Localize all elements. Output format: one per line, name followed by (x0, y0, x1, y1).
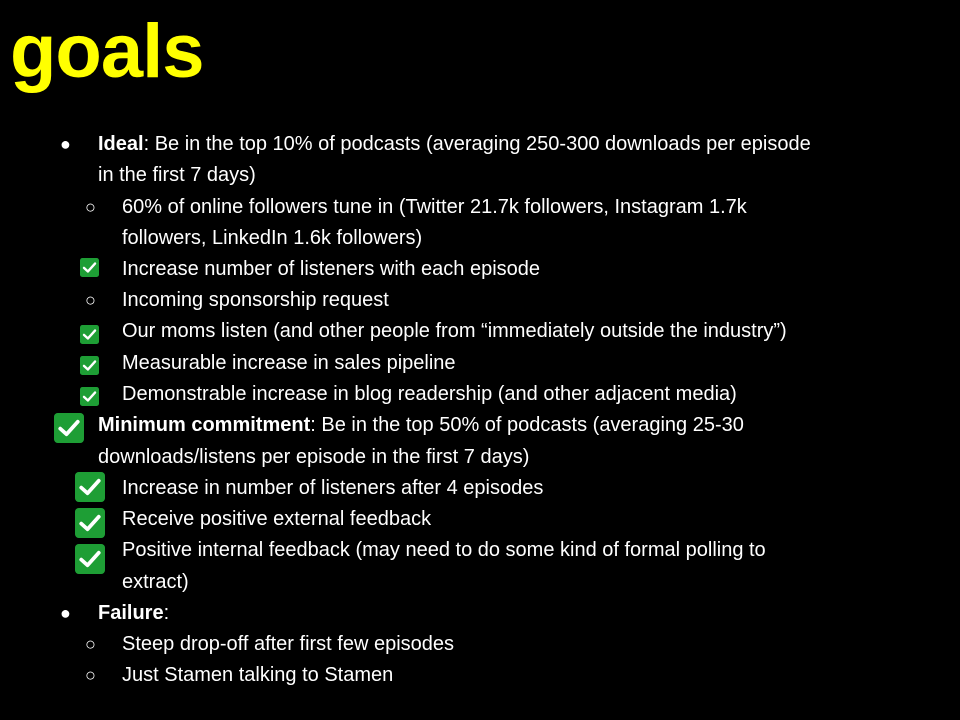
minimum-text-line2: downloads/listens per episode in the first 7 days) (98, 446, 530, 468)
bullet-marker: ● (60, 134, 71, 154)
minimum-item-1: Increase in number of listeners after 4 episodes (122, 477, 544, 499)
ideal-item-1-line1: 60% of online followers tune in (Twitter 21.7k followers, Instagram 1.7k (122, 196, 747, 218)
failure-item-2: Just Stamen talking to Stamen (122, 664, 394, 686)
ideal-item-3: Incoming sponsorship request (122, 289, 389, 311)
minimum-item-3-line2: extract) (122, 571, 189, 593)
ideal-item-5: Measurable increase in sales pipeline (122, 352, 456, 374)
check-icon (75, 508, 105, 538)
check-icon (75, 472, 105, 502)
ideal-item-6: Demonstrable increase in blog readership (and other adjacent media) (122, 383, 737, 405)
circle-marker: ○ (85, 634, 96, 654)
ideal-label: Ideal (98, 133, 144, 155)
check-icon (75, 544, 105, 574)
minimum-heading (98, 413, 744, 437)
check-icon (80, 387, 99, 406)
ideal-item-1-line2: followers, LinkedIn 1.6k followers) (122, 227, 423, 249)
ideal-text-line2: in the first 7 days) (98, 164, 256, 186)
check-icon (80, 325, 99, 344)
check-icon (80, 356, 99, 375)
ideal-item-2: Increase number of listeners with each episode (122, 258, 541, 280)
ideal-text-line1: : Be in the top 10% of podcasts (averaging 250-300 downloads per episode (143, 133, 811, 155)
failure-text: : (163, 602, 170, 624)
minimum-text-line1: : Be in the top 50% of podcasts (averaging 25-30 (310, 414, 744, 436)
circle-marker: ○ (85, 665, 96, 685)
failure-heading (98, 601, 169, 625)
check-icon (54, 413, 84, 443)
ideal-item-4: Our moms listen (and other people from “immediately outside the industry”) (122, 320, 787, 342)
failure-label: Failure (98, 602, 164, 624)
slide-title: goals (10, 9, 204, 94)
minimum-item-3-line1: Positive internal feedback (may need to do some kind of formal polling to (122, 539, 766, 561)
check-icon (80, 258, 99, 277)
ideal-heading (98, 132, 811, 156)
circle-marker: ○ (85, 290, 96, 310)
bullet-marker: ● (60, 603, 71, 623)
minimum-label: Minimum commitment (98, 414, 311, 436)
minimum-item-2: Receive positive external feedback (122, 508, 432, 530)
circle-marker: ○ (85, 197, 96, 217)
failure-item-1: Steep drop-off after first few episodes (122, 633, 455, 655)
